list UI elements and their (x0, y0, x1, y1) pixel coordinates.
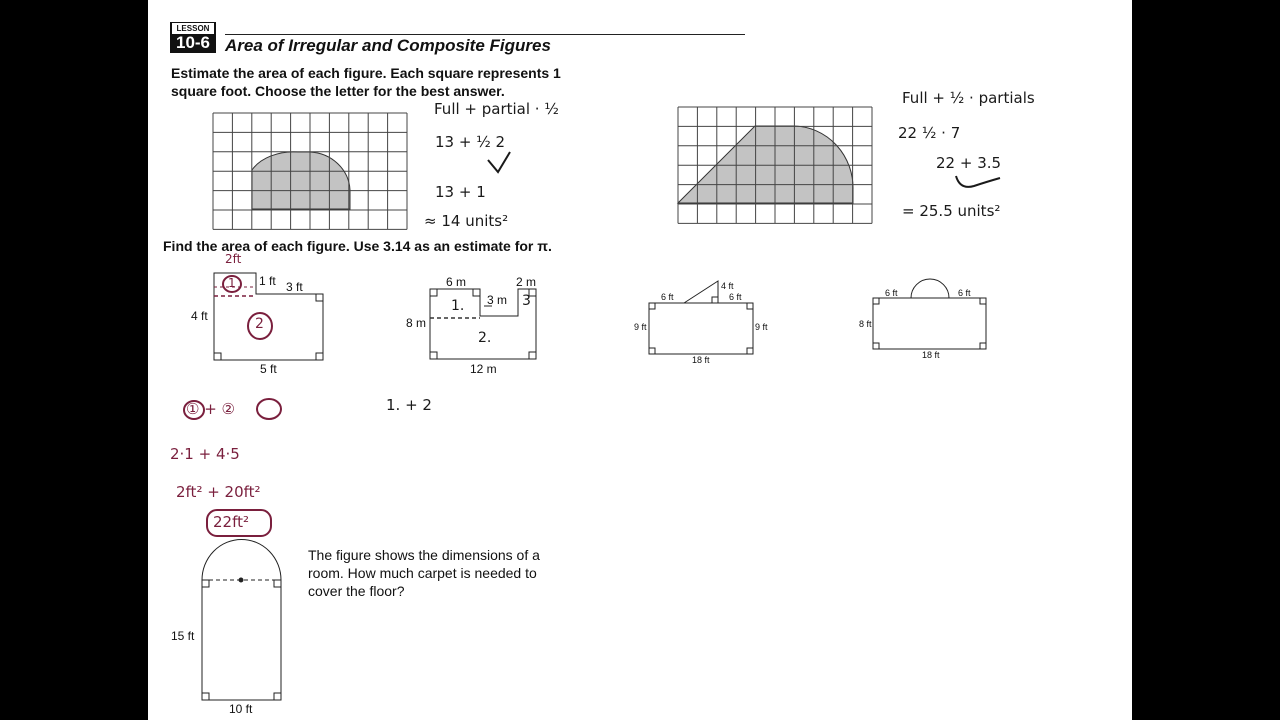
hw-grid2-line2: 22 + 3.5 (936, 154, 1002, 172)
hw-fig1-region1: 1 (228, 276, 236, 290)
hw-fig2-region1: 1. (451, 298, 465, 314)
hw-grid1-line2: 13 + 1 (435, 183, 486, 201)
fig1-label-top-right: 3 ft (286, 280, 303, 294)
instructions-line-2: square foot. Choose the letter for the best answer. (171, 83, 505, 99)
hw-work1-answer: 22ft² (213, 513, 249, 531)
fig2-label-left: 8 m (406, 316, 427, 330)
worksheet-page (148, 0, 1132, 720)
fig2-label-top-left: 6 m (446, 275, 467, 289)
hw-grid2-heading: Full + ½ · partials (902, 89, 1035, 107)
fig4-label-top-left: 6 ft (885, 288, 898, 298)
fig3-label-triangle: 4 ft (721, 281, 734, 291)
hw-grid1-heading: Full + partial · ½ (434, 100, 559, 118)
fig4-label-top-right: 6 ft (958, 288, 971, 298)
hw-grid1-result: ≈ 14 units² (424, 212, 509, 230)
lesson-title: Area of Irregular and Composite Figures (225, 36, 551, 55)
hw-fig1-region2: 2 (255, 316, 264, 332)
hw-fig1-top: 2ft (225, 252, 242, 266)
grid-figure-1 (213, 113, 407, 229)
hw-work2-line1: 1. + 2 (386, 396, 432, 414)
fig3-label-bottom: 18 ft (692, 355, 710, 365)
fig3-label-top-right: 6 ft (729, 292, 742, 302)
hw-work1-line3: 2ft² + 20ft² (176, 483, 261, 501)
fig4-label-bottom: 18 ft (922, 350, 940, 360)
room-label-width: 10 ft (229, 702, 253, 716)
figure-2-shape (430, 289, 536, 359)
fig2-label-notch: 3 m (487, 293, 508, 307)
room-figure-shape (202, 539, 281, 700)
grid-figure-2 (678, 107, 872, 223)
fig2-label-bottom: 12 m (470, 362, 497, 376)
room-question-line-3: cover the floor? (308, 583, 405, 599)
instructions-line-1: Estimate the area of each figure. Each square represents 1 (171, 65, 561, 81)
hw-work1-line1: ① + ② (186, 400, 235, 418)
room-question-line-2: room. How much carpet is needed to (308, 565, 537, 581)
hw-grid2-result: = 25.5 units² (902, 202, 1001, 220)
lesson-number: 10-6 (175, 33, 211, 52)
room-label-height: 15 ft (171, 629, 195, 643)
hw-work1-line2: 2·1 + 4·5 (170, 445, 240, 463)
hw-grid1-line1: 13 + ½ 2 (435, 133, 506, 151)
fig4-label-left: 8 ft (859, 319, 872, 329)
room-question-line-1: The figure shows the dimensions of a (308, 547, 540, 563)
fig1-label-left: 4 ft (191, 309, 208, 323)
fig1-label-top-small: 1 ft (259, 274, 276, 288)
hw-fig2-region3: 3 (522, 293, 531, 309)
fig2-label-top-right: 2 m (516, 275, 537, 289)
hw-grid2-line1: 22 ½ · 7 (898, 124, 961, 142)
fig3-label-top-left: 6 ft (661, 292, 674, 302)
lesson-tag: LESSON (172, 23, 214, 34)
fig3-label-right: 9 ft (755, 322, 768, 332)
fig1-label-bottom: 5 ft (260, 362, 277, 376)
figure-drawings (148, 0, 1132, 720)
hw-fig2-region2: 2. (478, 330, 492, 346)
fig3-label-left: 9 ft (634, 322, 647, 332)
section2-instructions: Find the area of each figure. Use 3.14 as an estimate for π. (163, 238, 552, 254)
